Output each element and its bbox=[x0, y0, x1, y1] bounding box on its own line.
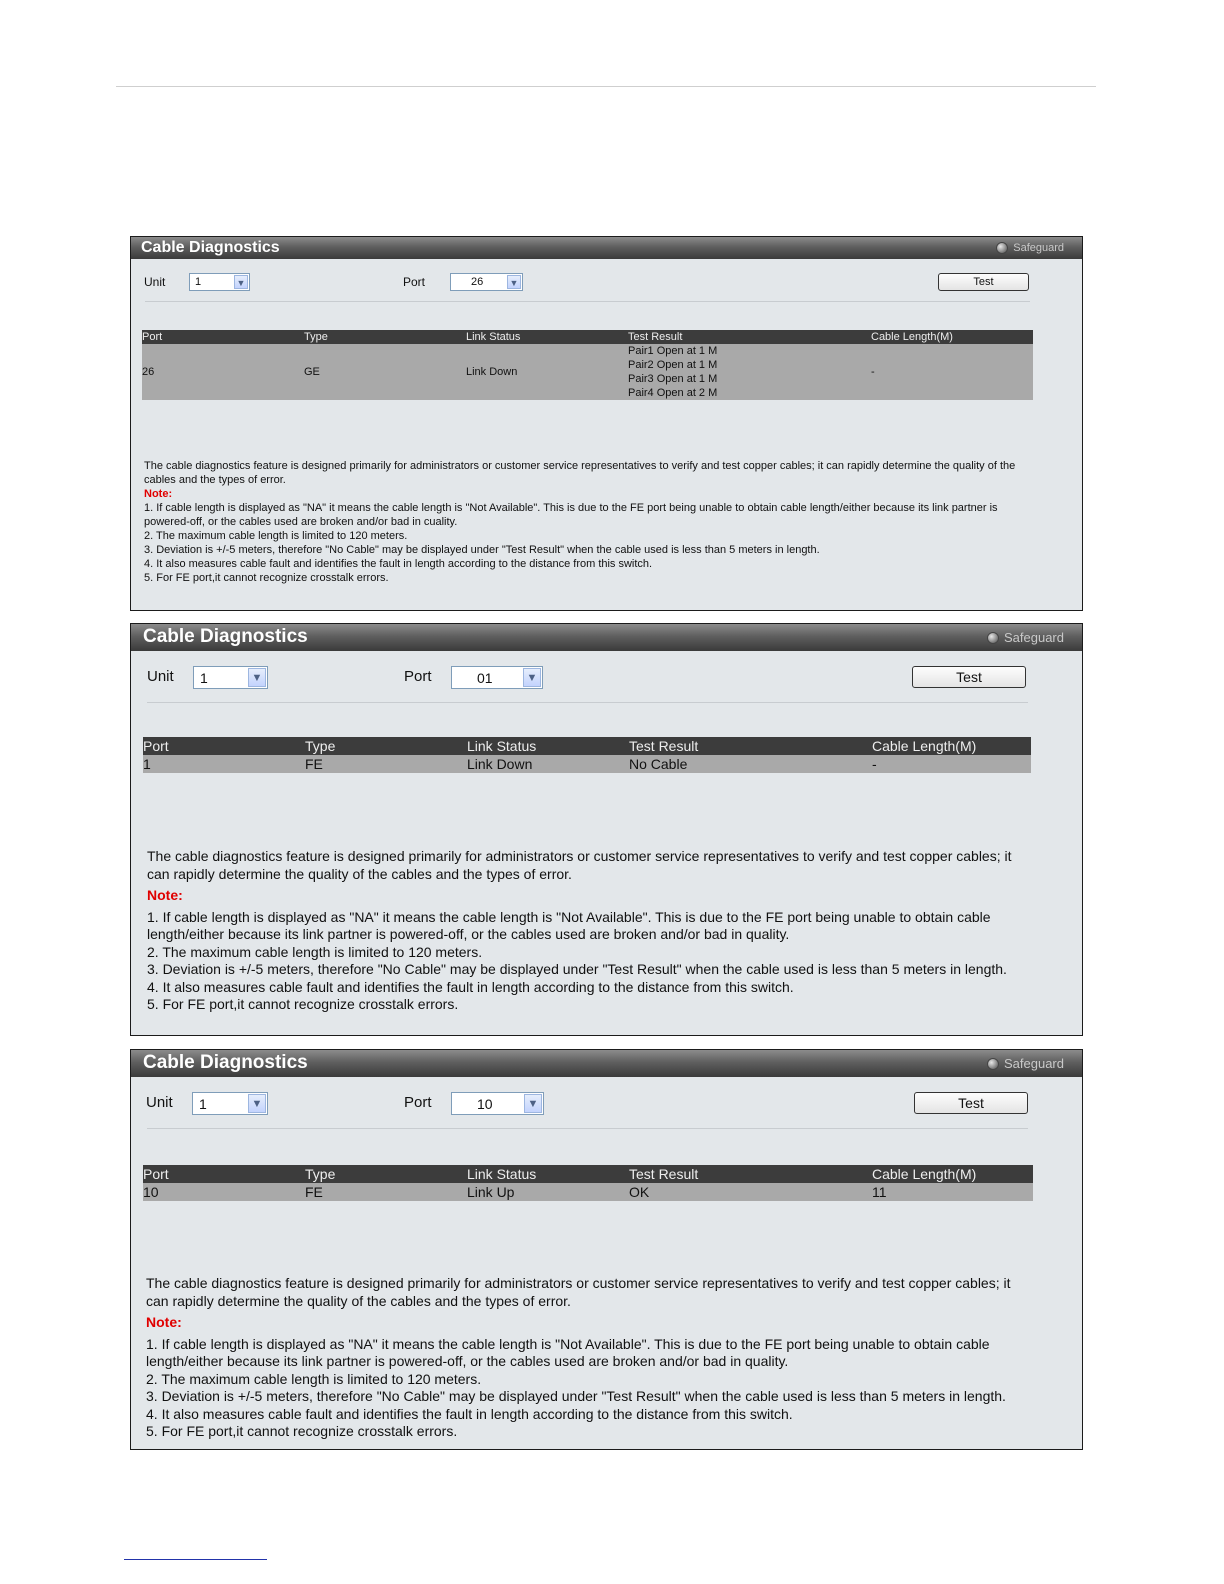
table-row bbox=[143, 1183, 1033, 1201]
results-table bbox=[143, 737, 1031, 773]
test-button[interactable]: Test bbox=[912, 666, 1026, 688]
port-select-value: 10 bbox=[477, 1096, 493, 1112]
cell-test-result: OK bbox=[629, 1184, 650, 1200]
note-item: 5. For FE port,it cannot recognize crosstalk errors. bbox=[144, 572, 389, 584]
chevron-down-icon[interactable]: ▼ bbox=[248, 1094, 266, 1113]
col-port-header: Port bbox=[142, 331, 163, 343]
results-table bbox=[142, 330, 1033, 400]
cell-link-status: Link Down bbox=[467, 756, 533, 772]
cell-test-result bbox=[628, 344, 871, 400]
divider bbox=[147, 702, 1028, 703]
note-item: 4. It also measures cable fault and identifies the fault in length according to the distance from this switch. bbox=[147, 978, 794, 995]
cell-cable-length: - bbox=[872, 756, 877, 772]
page-header-rule bbox=[116, 86, 1096, 87]
col-link-status-header: Link Status bbox=[467, 738, 537, 754]
note-title: Note: bbox=[147, 887, 183, 903]
unit-label: Unit bbox=[146, 1094, 173, 1111]
chevron-down-icon[interactable]: ▼ bbox=[523, 668, 541, 687]
cell-link-status: Link Up bbox=[467, 1184, 515, 1200]
chevron-down-icon[interactable]: ▼ bbox=[507, 275, 521, 289]
cell-port: 10 bbox=[143, 1184, 159, 1200]
safeguard-status-icon bbox=[987, 632, 999, 644]
table-header bbox=[143, 737, 1031, 755]
note-item: 5. For FE port,it cannot recognize crosstalk errors. bbox=[147, 996, 459, 1012]
safeguard-label: Safeguard bbox=[1004, 1056, 1064, 1071]
test-result-line: Pair3 Open at 1 M bbox=[628, 373, 718, 385]
unit-label: Unit bbox=[144, 275, 166, 289]
test-result-line: Pair4 Open at 2 M bbox=[628, 387, 718, 399]
divider bbox=[147, 1128, 1028, 1129]
col-link-status-header: Link Status bbox=[467, 1166, 537, 1182]
cable-diagnostics-panel bbox=[130, 1049, 1083, 1450]
note-item: 2. The maximum cable length is limited to 120 meters. bbox=[147, 943, 483, 960]
panel-title: Cable Diagnostics bbox=[141, 239, 280, 256]
safeguard-status-icon bbox=[996, 242, 1008, 254]
port-select[interactable] bbox=[451, 1092, 544, 1115]
cell-cable-length: 11 bbox=[872, 1184, 887, 1200]
chevron-down-icon[interactable]: ▼ bbox=[234, 275, 248, 289]
cable-diagnostics-panel bbox=[130, 236, 1083, 611]
safeguard-status-icon bbox=[987, 1058, 999, 1070]
col-type-header: Type bbox=[304, 331, 328, 343]
port-select-value: 01 bbox=[477, 670, 493, 686]
cell-type: FE bbox=[305, 756, 323, 772]
port-label: Port bbox=[404, 1094, 432, 1111]
divider bbox=[145, 301, 1030, 302]
unit-select-value: 1 bbox=[195, 276, 202, 288]
test-button[interactable]: Test bbox=[914, 1092, 1028, 1114]
safeguard-indicator bbox=[996, 242, 1064, 254]
description-text: The cable diagnostics feature is designed primarily for administrators or customer service representatives to verify and test copper cables; it can rapidly determine the quality of the cables and the types of error. bbox=[144, 460, 1016, 486]
note-title: Note: bbox=[146, 1314, 182, 1330]
col-link-status-header: Link Status bbox=[466, 331, 521, 343]
cell-test-result: No Cable bbox=[629, 756, 688, 772]
port-select-value: 26 bbox=[471, 276, 484, 288]
chevron-down-icon[interactable]: ▼ bbox=[524, 1094, 542, 1113]
results-table bbox=[143, 1165, 1033, 1201]
unit-select[interactable] bbox=[192, 1092, 268, 1115]
cell-port: 26 bbox=[142, 366, 155, 378]
unit-select[interactable] bbox=[189, 273, 250, 291]
page-footer-rule bbox=[124, 1559, 267, 1560]
panel-titlebar bbox=[131, 237, 1082, 259]
col-cable-length-header: Cable Length(M) bbox=[872, 1166, 977, 1182]
note-item: 1. If cable length is displayed as "NA" it means the cable length is "Not Available". This is due to the FE port being unable to obtain cable length/either because its link partner is powered-off, or the cables used are broken and/or bad in quality. bbox=[147, 908, 991, 942]
safeguard-label: Safeguard bbox=[1013, 242, 1064, 254]
test-result-line: Pair1 Open at 1 M bbox=[628, 345, 718, 357]
port-label: Port bbox=[404, 668, 432, 685]
unit-select[interactable] bbox=[193, 666, 268, 689]
col-type-header: Type bbox=[305, 738, 336, 754]
col-type-header: Type bbox=[305, 1166, 336, 1182]
cable-diagnostics-panel bbox=[130, 623, 1083, 1036]
table-header bbox=[142, 330, 1033, 344]
note-item: 3. Deviation is +/-5 meters, therefore "No Cable" may be displayed under "Test Result" when the cable used is less than 5 meters in length. bbox=[144, 544, 820, 556]
note-item: 4. It also measures cable fault and identifies the fault in length according to the distance from this switch. bbox=[146, 1405, 793, 1422]
note-item: 4. It also measures cable fault and identifies the fault in length according to the distance from this switch. bbox=[144, 558, 653, 570]
note-item: 1. If cable length is displayed as "NA" it means the cable length is "Not Available". This is due to the FE port being unable to obtain cable length/either because its link partner is powered-off, or the cables used are broken and/or bad in quality. bbox=[146, 1335, 990, 1369]
port-select[interactable] bbox=[450, 273, 523, 291]
note-item: 3. Deviation is +/-5 meters, therefore "No Cable" may be displayed under "Test Result" when the cable used is less than 5 meters in length. bbox=[146, 1388, 1006, 1404]
col-port-header: Port bbox=[143, 1166, 169, 1182]
cell-cable-length: - bbox=[871, 366, 875, 378]
cell-port: 1 bbox=[143, 756, 151, 772]
note-item: 5. For FE port,it cannot recognize crosstalk errors. bbox=[146, 1423, 458, 1439]
panel-titlebar bbox=[131, 624, 1082, 651]
col-test-result-header: Test Result bbox=[629, 738, 699, 754]
cell-type: GE bbox=[304, 366, 320, 378]
unit-label: Unit bbox=[147, 668, 174, 685]
description-block bbox=[146, 1275, 1034, 1441]
panel-titlebar bbox=[131, 1050, 1082, 1077]
table-row bbox=[143, 755, 1031, 773]
col-port-header: Port bbox=[143, 738, 169, 754]
panel-title: Cable Diagnostics bbox=[143, 626, 308, 647]
note-item: 2. The maximum cable length is limited to 120 meters. bbox=[144, 530, 408, 542]
port-label: Port bbox=[403, 275, 426, 289]
description-text: The cable diagnostics feature is designed primarily for administrators or customer service representatives to verify and test copper cables; it can rapidly determine the quality of the cables and the types of error. bbox=[146, 1275, 1011, 1309]
table-row bbox=[142, 344, 1033, 400]
col-cable-length-header: Cable Length(M) bbox=[871, 331, 953, 343]
col-test-result-header: Test Result bbox=[628, 331, 683, 343]
chevron-down-icon[interactable]: ▼ bbox=[248, 668, 266, 687]
note-item: 2. The maximum cable length is limited to 120 meters. bbox=[146, 1370, 482, 1387]
note-item: 3. Deviation is +/-5 meters, therefore "No Cable" may be displayed under "Test Result" when the cable used is less than 5 meters in length. bbox=[147, 961, 1007, 977]
safeguard-indicator bbox=[987, 630, 1064, 645]
test-button[interactable]: Test bbox=[938, 273, 1029, 291]
table-header bbox=[143, 1165, 1033, 1183]
col-cable-length-header: Cable Length(M) bbox=[872, 738, 977, 754]
test-result-line: Pair2 Open at 1 M bbox=[628, 359, 718, 371]
safeguard-indicator bbox=[987, 1056, 1064, 1071]
unit-select-value: 1 bbox=[199, 1096, 207, 1112]
panel-title: Cable Diagnostics bbox=[143, 1052, 308, 1073]
description-text: The cable diagnostics feature is designed primarily for administrators or customer service representatives to verify and test copper cables; it can rapidly determine the quality of the cables and the types of error. bbox=[147, 848, 1012, 882]
description-block bbox=[147, 848, 1032, 1014]
cell-type: FE bbox=[305, 1184, 323, 1200]
col-test-result-header: Test Result bbox=[629, 1166, 699, 1182]
note-item: 1. If cable length is displayed as "NA" it means the cable length is "Not Available". This is due to the FE port being unable to obtain cable length/either because its link partner is powered-off, or the cables used are broken and/or bad in cuality. bbox=[144, 502, 998, 528]
safeguard-label: Safeguard bbox=[1004, 630, 1064, 645]
port-select[interactable] bbox=[451, 666, 543, 689]
note-title: Note: bbox=[144, 488, 173, 500]
description-block bbox=[144, 459, 1034, 585]
unit-select-value: 1 bbox=[200, 670, 208, 686]
cell-link-status: Link Down bbox=[466, 366, 518, 378]
